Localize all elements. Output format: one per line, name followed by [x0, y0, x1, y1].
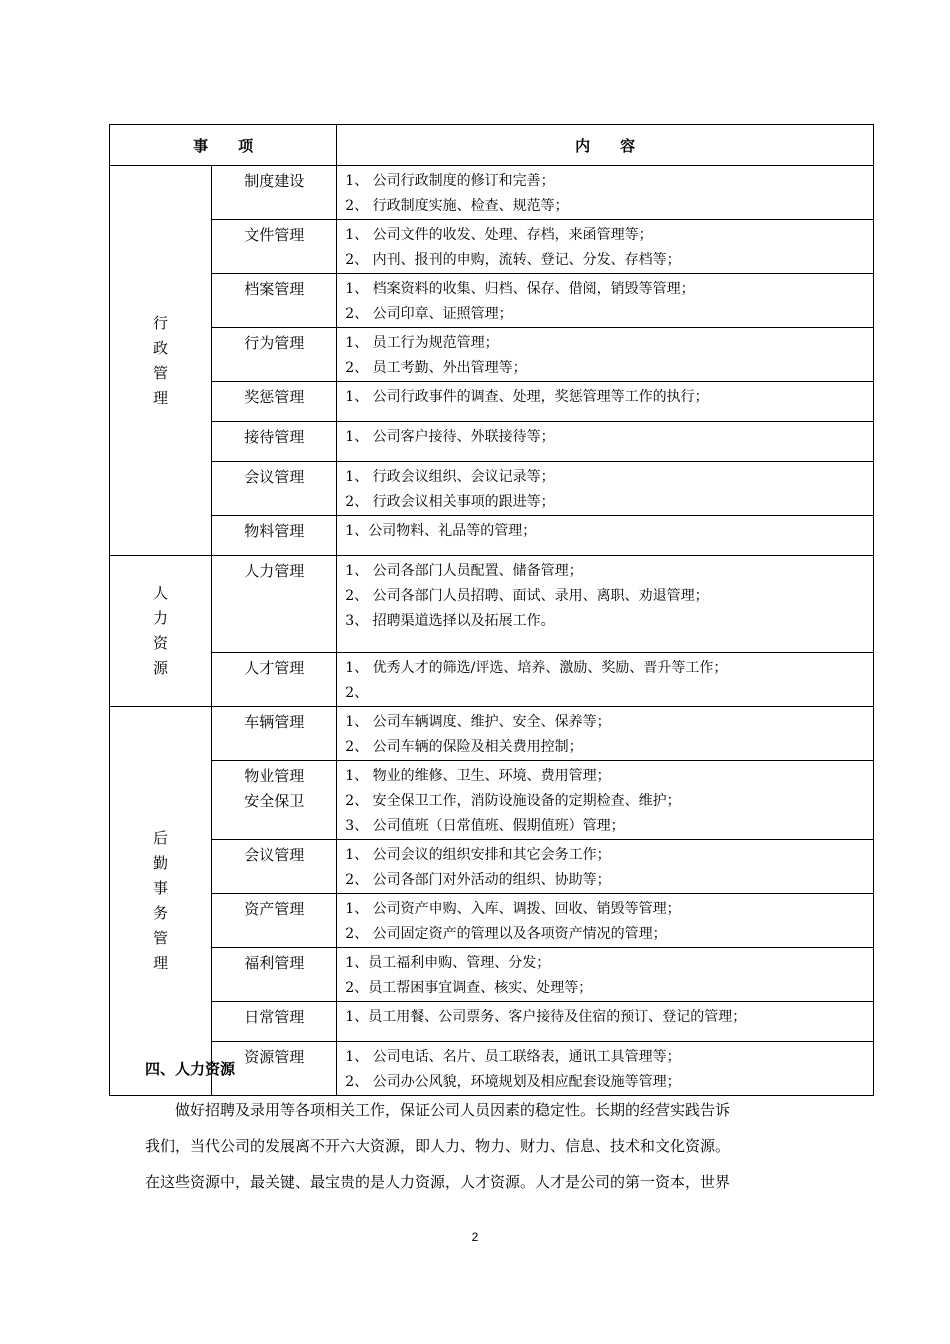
item-label: 安全保卫 [244, 792, 305, 810]
content-line: 2、 公司车辆的保险及相关费用控制； [345, 739, 583, 755]
item-cell [212, 948, 337, 1002]
item-label: 日常管理 [244, 1008, 305, 1026]
content-cell [337, 948, 874, 1002]
content-line: 1、 行政会议组织、会议记录等； [345, 469, 555, 485]
item-label: 人力管理 [244, 562, 305, 580]
item-cell [212, 166, 337, 220]
item-label: 制度建设 [244, 172, 305, 190]
content-line: 1、 公司会议的组织安排和其它会务工作； [345, 847, 611, 863]
content-line: 2、 内刊、报刊的申购，流转、登记、分发、存档等； [345, 252, 681, 268]
content-cell [337, 382, 874, 422]
item-label: 资产管理 [244, 900, 305, 918]
category-label: 人力资源 [153, 584, 169, 677]
item-cell [212, 422, 337, 462]
content-cell [337, 707, 874, 761]
content-line: 2、 公司各部门对外活动的组织、协助等； [345, 872, 611, 888]
item-label: 文件管理 [244, 226, 305, 244]
item-label: 福利管理 [244, 954, 305, 972]
item-label: 奖惩管理 [244, 388, 305, 406]
content-cell [337, 894, 874, 948]
content-cell [337, 653, 874, 707]
item-label: 行为管理 [244, 334, 305, 352]
content-line: 1、 物业的维修、卫生、环境、费用管理； [345, 768, 611, 784]
paragraph-line: 做好招聘及录用等各项相关工作，保证公司人员因素的稳定性。长期的经营实践告诉 [175, 1101, 731, 1119]
content-line: 1、 公司电话、名片、员工联络表，通讯工具管理等； [345, 1049, 681, 1065]
table-row [110, 1002, 874, 1042]
content-cell [337, 516, 874, 556]
item-cell [212, 761, 337, 840]
page-number: 2 [471, 1230, 479, 1244]
content-line: 1、 公司各部门人员配置、储备管理； [345, 563, 583, 579]
content-line: 1、员工用餐、公司票务、客户接待及住宿的预订、登记的管理； [345, 1009, 747, 1025]
item-label: 接待管理 [244, 428, 305, 446]
content-line: 1、 公司行政制度的修订和完善； [345, 173, 555, 189]
content-line: 1、 公司客户接待、外联接待等； [345, 429, 555, 445]
content-line: 1、 公司文件的收发、处理、存档，来函管理等； [345, 227, 653, 243]
item-label: 会议管理 [244, 846, 305, 864]
category-cell [110, 556, 212, 707]
table-row [110, 894, 874, 948]
content-line: 1、公司物料、礼品等的管理； [345, 523, 537, 539]
content-cell [337, 1042, 874, 1096]
category-label: 后勤事务管理 [153, 829, 169, 972]
item-cell [212, 462, 337, 516]
item-label: 物业管理 [244, 767, 305, 785]
content-line: 2、 公司印章、证照管理； [345, 306, 513, 322]
item-cell [212, 653, 337, 707]
content-cell [337, 556, 874, 653]
item-label: 档案管理 [244, 280, 305, 298]
content-line: 2、 公司各部门人员招聘、面试、录用、离职、劝退管理； [345, 588, 709, 604]
content-line: 1、 档案资料的收集、归档、保存、借阅，销毁等管理； [345, 281, 695, 297]
content-line: 1、 优秀人才的筛选/评选、培养、激励、奖励、晋升等工作； [345, 660, 728, 676]
body-paragraph [145, 1092, 820, 1200]
content-cell [337, 761, 874, 840]
content-line: 2、 [345, 685, 369, 701]
content-cell [337, 166, 874, 220]
item-cell [212, 556, 337, 653]
table-row [110, 328, 874, 382]
content-line: 1、 公司资产申购、入库、调拨、回收、销毁等管理； [345, 901, 681, 917]
category-cell [110, 707, 212, 1096]
content-line: 2、 行政会议相关事项的跟进等； [345, 494, 555, 510]
item-label: 车辆管理 [244, 713, 305, 731]
item-cell [212, 220, 337, 274]
content-line: 1、员工福利申购、管理、分发； [345, 955, 551, 971]
category-label: 行政管理 [153, 313, 169, 407]
item-label: 会议管理 [244, 468, 305, 486]
table-row [110, 556, 874, 653]
table-row [110, 840, 874, 894]
content-cell [337, 422, 874, 462]
content-line: 1、 公司车辆调度、维护、安全、保养等； [345, 714, 611, 730]
item-cell [212, 894, 337, 948]
section-heading: 四、人力资源 [145, 1060, 236, 1078]
table-row [110, 382, 874, 422]
content-cell [337, 1002, 874, 1042]
table-row [110, 948, 874, 1002]
table-row [110, 166, 874, 220]
item-cell [212, 516, 337, 556]
table-row [110, 462, 874, 516]
content-line: 2、员工帮困事宜调查、核实、处理等； [345, 980, 593, 996]
paragraph-line: 我们，当代公司的发展离不开六大资源，即人力、物力、财力、信息、技术和文化资源。 [145, 1137, 731, 1155]
item-cell [212, 328, 337, 382]
content-line: 1、 员工行为规范管理； [345, 335, 499, 351]
item-cell [212, 382, 337, 422]
management-table [109, 124, 874, 1096]
content-line: 2、 员工考勤、外出管理等； [345, 360, 527, 376]
item-label: 物料管理 [244, 522, 305, 540]
content-line: 2、 公司办公风貌，环境规划及相应配套设施等管理； [345, 1074, 681, 1090]
table-row [110, 422, 874, 462]
content-line: 2、 行政制度实施、检查、规范等； [345, 198, 569, 214]
table-row [110, 761, 874, 840]
item-cell [212, 274, 337, 328]
content-line: 1、 公司行政事件的调查、处理，奖惩管理等工作的执行； [345, 389, 709, 405]
content-cell [337, 462, 874, 516]
content-line: 3、 公司值班（日常值班、假期值班）管理； [345, 818, 625, 834]
content-cell [337, 220, 874, 274]
table-row [110, 274, 874, 328]
item-cell [212, 707, 337, 761]
table-row [110, 516, 874, 556]
content-line: 3、 招聘渠道选择以及拓展工作。 [345, 613, 555, 629]
content-cell [337, 274, 874, 328]
table-row [110, 653, 874, 707]
item-label: 人才管理 [244, 659, 305, 677]
item-label: 资源管理 [244, 1048, 305, 1066]
content-cell [337, 328, 874, 382]
table-header-row [110, 125, 874, 166]
header-content: 内 容 [337, 125, 874, 166]
content-line: 2、 安全保卫工作，消防设施设备的定期检查、维护； [345, 793, 681, 809]
category-cell [110, 166, 212, 556]
table-row [110, 220, 874, 274]
table-row [110, 707, 874, 761]
header-item: 事 项 [110, 125, 337, 166]
content-line: 2、 公司固定资产的管理以及各项资产情况的管理； [345, 926, 667, 942]
item-cell [212, 840, 337, 894]
item-cell [212, 1002, 337, 1042]
paragraph-line: 在这些资源中，最关键、最宝贵的是人力资源，人才资源。人才是公司的第一资本，世界 [145, 1173, 731, 1191]
content-cell [337, 840, 874, 894]
